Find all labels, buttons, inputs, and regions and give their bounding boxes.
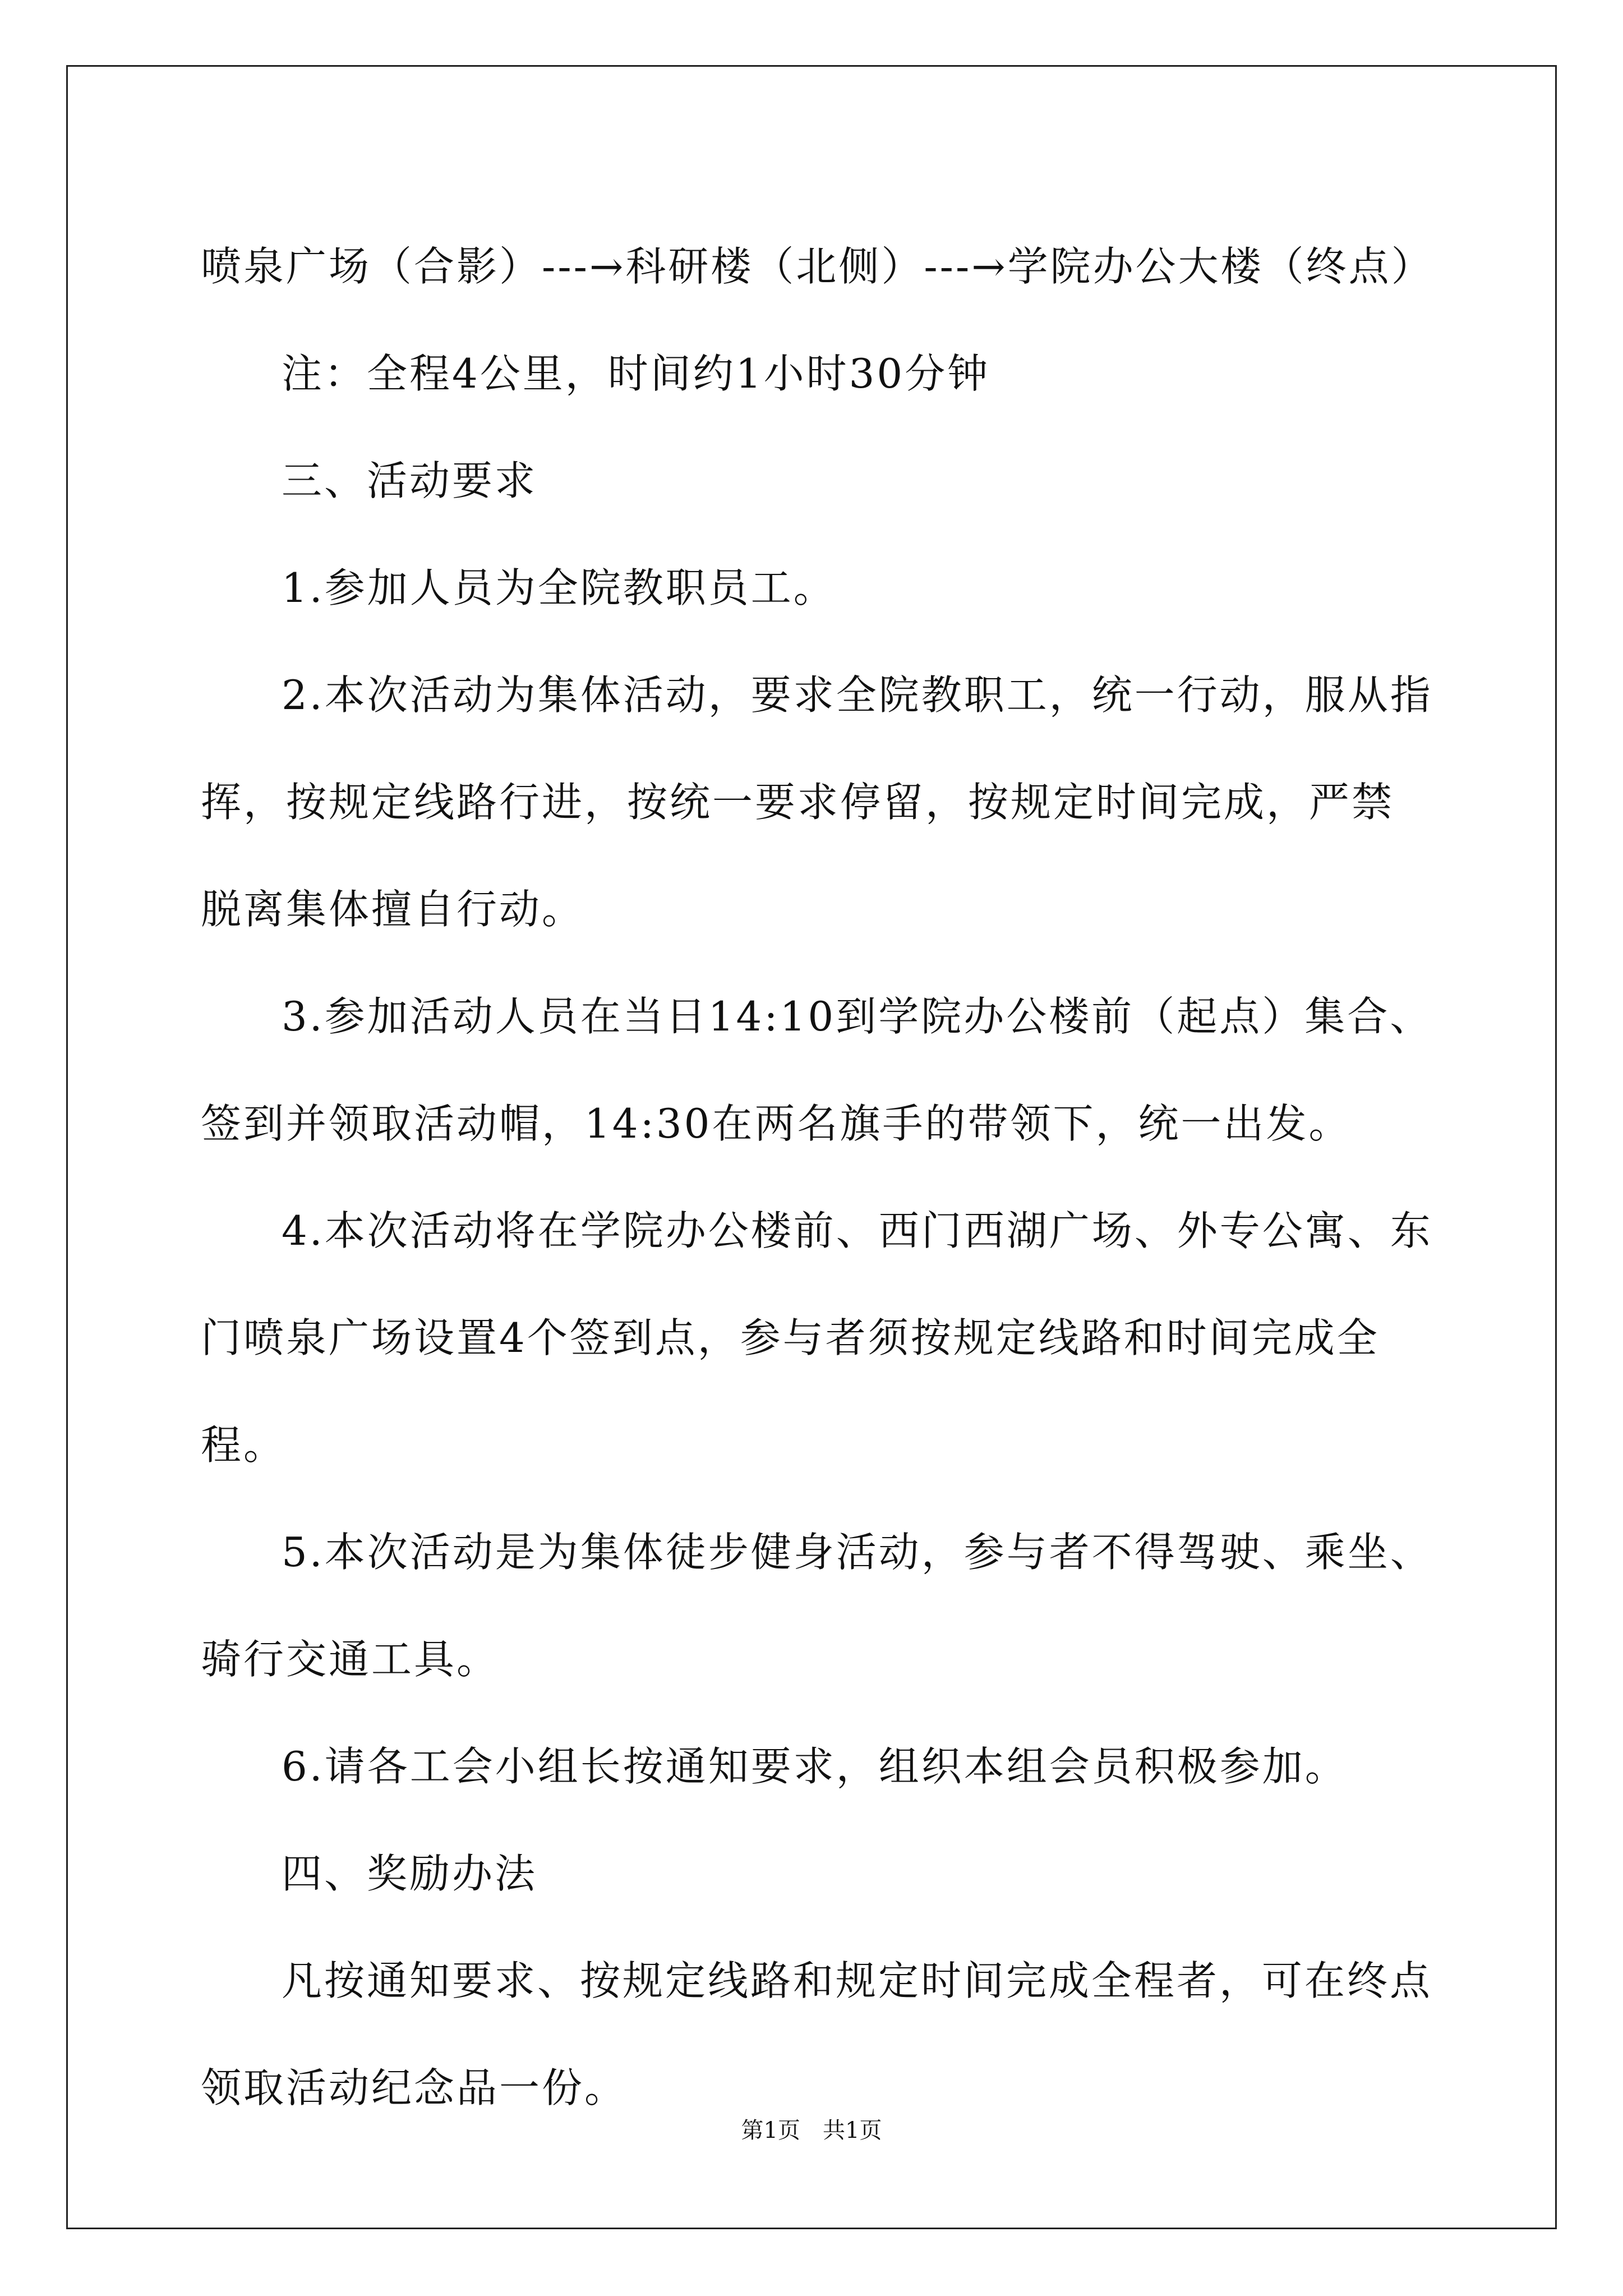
requirement-item-2: 2.本次活动为集体活动，要求全院教职工，统一行动，服从指挥，按规定线路行进，按统一要求停留，按规定时间完成，严禁脱离集体擅自行动。 bbox=[201, 671, 1433, 933]
requirement-item-1: 1.参加人员为全院教职员工。 bbox=[282, 564, 836, 611]
route-note: 注：全程4公里，时间约1小时30分钟 bbox=[282, 350, 990, 397]
section-heading-rewards: 四、奖励办法 bbox=[282, 1850, 538, 1897]
document-body bbox=[201, 213, 1435, 2142]
page-number-footer: 第1页 共1页 bbox=[741, 2118, 882, 2143]
requirement-item-3: 3.参加活动人员在当日14:10到学院办公楼前（起点）集合、签到并领取活动帽，14:30在两名旗手的带领下，统一出发。 bbox=[201, 993, 1433, 1147]
reward-paragraph: 凡按通知要求、按规定线路和规定时间完成全程者，可在终点领取活动纪念品一份。 bbox=[201, 1957, 1433, 2111]
requirement-item-4: 4.本次活动将在学院办公楼前、西门西湖广场、外专公寓、东门喷泉广场设置4个签到点，参与者须按规定线路和时间完成全程。 bbox=[201, 1207, 1433, 1469]
requirement-item-6: 6.请各工会小组长按通知要求，组织本组会员积极参加。 bbox=[282, 1743, 1348, 1790]
section-heading-requirements: 三、活动要求 bbox=[282, 457, 538, 504]
route-line: 喷泉广场（合影）---→科研楼（北侧）---→学院办公大楼（终点） bbox=[201, 243, 1434, 290]
requirement-item-5: 5.本次活动是为集体徒步健身活动，参与者不得驾驶、乘坐、骑行交通工具。 bbox=[201, 1529, 1433, 1683]
